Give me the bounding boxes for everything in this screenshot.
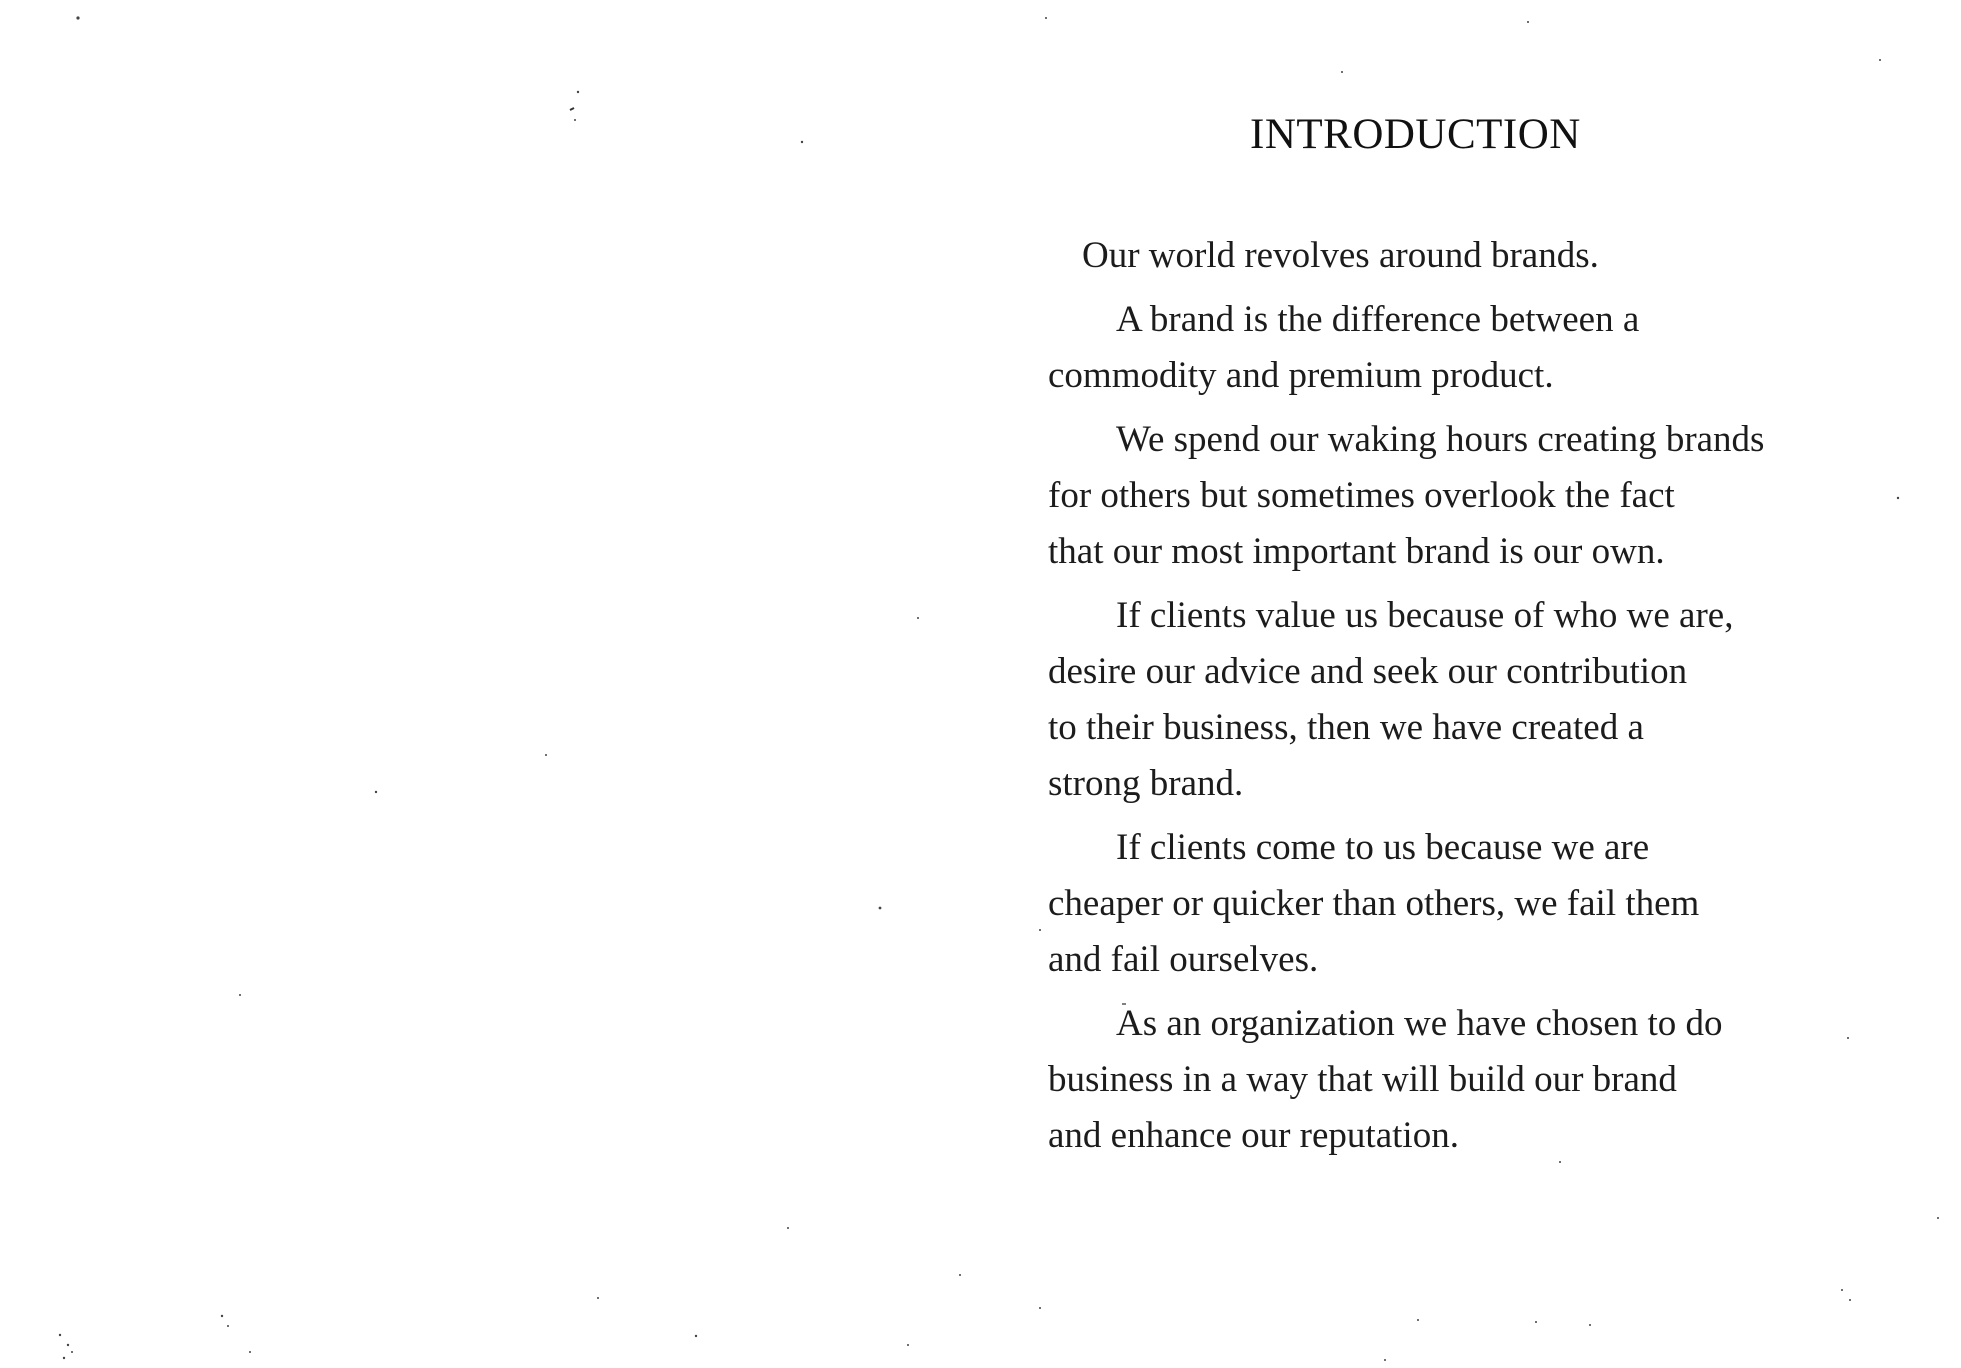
paragraph-1 <box>1082 228 1802 284</box>
introduction-body <box>1048 228 1802 1172</box>
paragraph-6 <box>1048 996 1802 1164</box>
paragraph-2 <box>1048 292 1802 404</box>
text-line: If clients value us because of who we are, <box>1116 595 1734 636</box>
text-line: desire our advice and seek our contribution <box>1048 651 1688 692</box>
text-line: that our most important brand is our own. <box>1048 531 1665 572</box>
text-line: for others but sometimes overlook the fact <box>1048 475 1675 516</box>
paragraph-5 <box>1048 820 1802 988</box>
text-line: commodity and premium product. <box>1048 355 1554 396</box>
paragraph-3 <box>1048 412 1802 580</box>
text-line: and fail ourselves. <box>1048 939 1319 980</box>
text-line: business in a way that will build our brand <box>1048 1059 1677 1100</box>
text-line: We spend our waking hours creating brands <box>1116 419 1765 460</box>
text-line: to their business, then we have created a <box>1048 707 1644 748</box>
text-line: As an organization we have chosen to do <box>1116 1003 1723 1044</box>
page-title: INTRODUCTION <box>1250 111 1581 158</box>
text-line: and enhance our reputation. <box>1048 1115 1459 1156</box>
left-page-blank <box>0 0 980 1368</box>
text-line: A brand is the difference between a <box>1116 299 1640 340</box>
text-line: If clients come to us because we are <box>1116 827 1650 868</box>
text-line: strong brand. <box>1048 763 1244 804</box>
text-line: cheaper or quicker than others, we fail them <box>1048 883 1700 924</box>
text-line: Our world revolves around brands. <box>1082 235 1599 276</box>
paragraph-4 <box>1048 588 1802 812</box>
